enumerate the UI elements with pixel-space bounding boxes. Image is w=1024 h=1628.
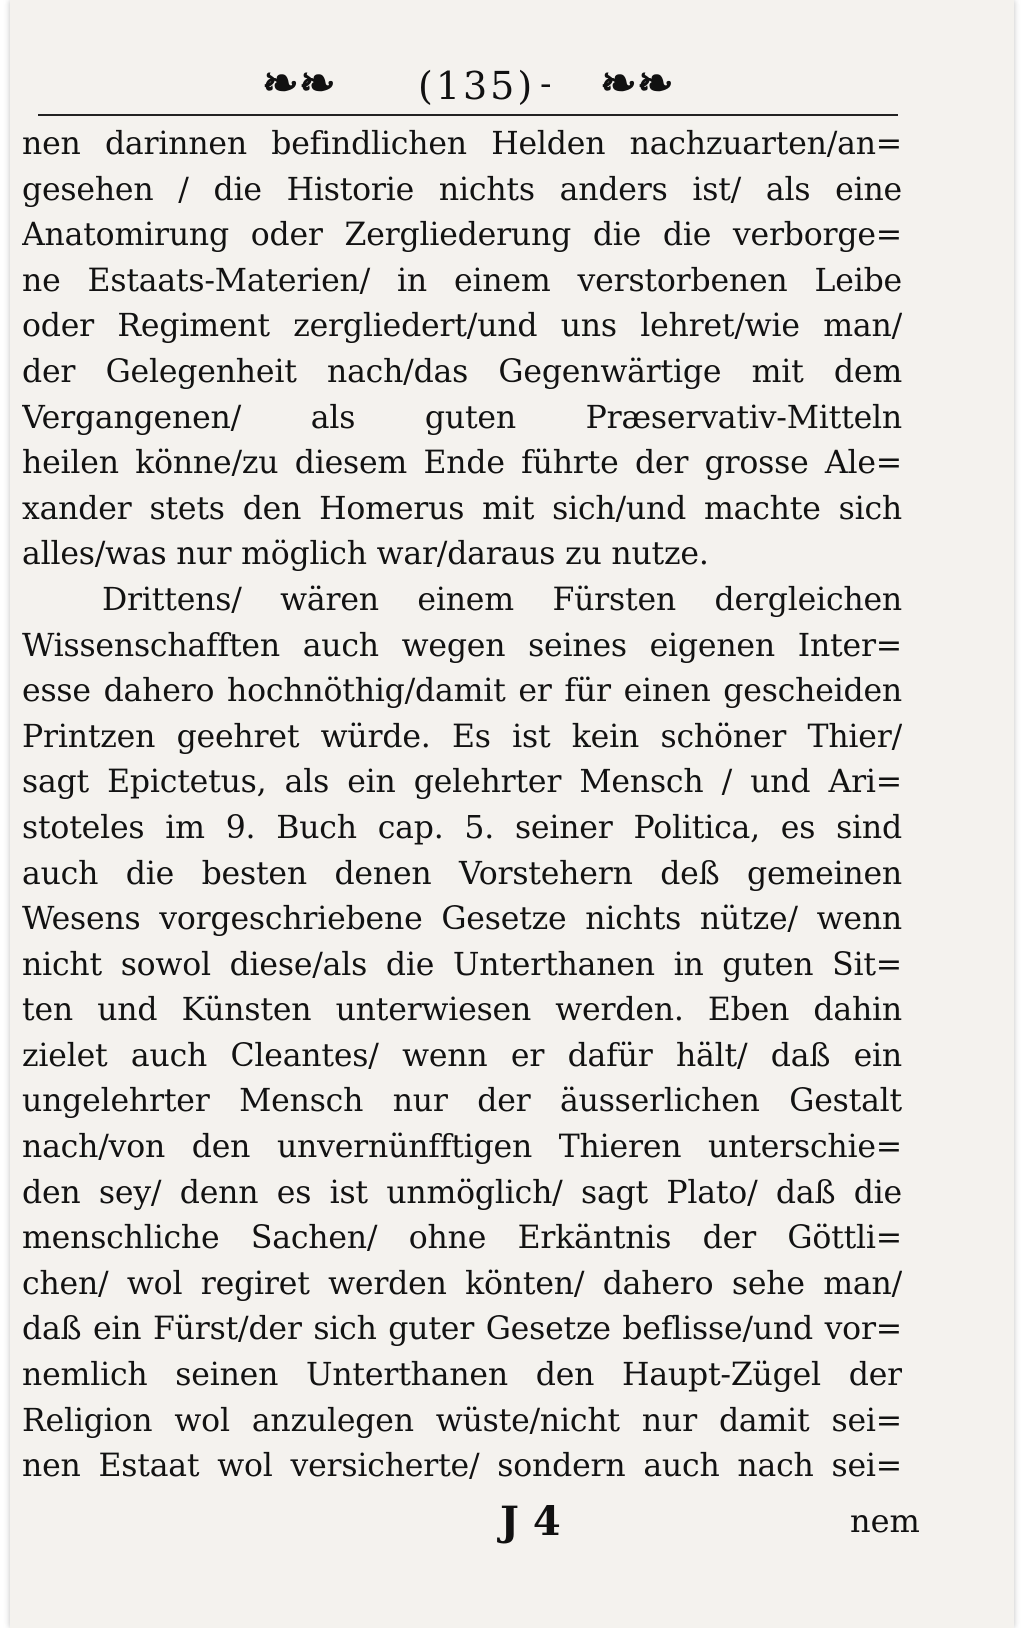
text-line: gesehen / die Historie nichts anders ist/ als eine [22, 171, 902, 208]
text-line: Wesens vorgeschriebene Gesetze nichts nütze/ wenn [22, 901, 902, 938]
body-text [22, 122, 902, 1490]
page-header [40, 44, 910, 109]
text-line: nicht sowol diese/als die Unterthanen in guten Sit= [22, 946, 902, 983]
text-line: xander stets den Homerus mit sich/und machte sich [22, 490, 902, 527]
catchword: nem [850, 1502, 920, 1540]
text-line: zielet auch Cleantes/ wenn er dafür hält/ daß ein [22, 1037, 902, 1074]
left-ornament-icon: ❧❧ [262, 58, 336, 109]
page-footer [40, 1498, 920, 1558]
text-line: Religion wol anzulegen wüste/nicht nur damit sei= [22, 1402, 902, 1439]
text-line: nemlich seinen Unterthanen den Haupt-Zügel der [22, 1357, 902, 1394]
text-line: chen/ wol regiret werden könten/ dahero sehe man/ [22, 1265, 902, 1302]
signature-mark: J 4 [500, 1498, 561, 1545]
text-line: nen darinnen befindlichen Helden nachzuarten/an= [22, 126, 902, 162]
header-dash: - [540, 64, 552, 104]
book-page [10, 0, 1014, 1628]
text-line: esse dahero hochnöthig/damit er für einen gescheiden [22, 673, 902, 710]
text-line: der Gelegenheit nach/das Gegenwärtige mit dem [22, 353, 902, 390]
text-line: Anatomirung oder Zergliederung die die verborge= [22, 217, 902, 254]
right-ornament-icon: ❧❧ [600, 58, 674, 109]
text-line: sagt Epictetus, als ein gelehrter Mensch / und Ari= [22, 764, 902, 801]
text-line: Drittens/ wären einem Fürsten dergleichen [102, 581, 902, 618]
text-line: Wissenschafften auch wegen seines eigenen Inter= [22, 627, 902, 664]
page-number: (135) [418, 64, 536, 108]
text-line: menschliche Sachen/ ohne Erkäntnis der Göttli= [22, 1220, 902, 1257]
text-line: nen Estaat wol versicherte/ sondern auch nach sei= [22, 1448, 902, 1485]
text-line: den sey/ denn es ist unmöglich/ sagt Plato/ daß die [22, 1174, 902, 1211]
text-line: heilen könne/zu diesem Ende führte der grosse Ale= [22, 445, 902, 482]
text-line: oder Regiment zergliedert/und uns lehret/wie man/ [22, 308, 902, 345]
text-line: daß ein Fürst/der sich guter Gesetze beflisse/und vor= [22, 1311, 902, 1348]
text-line: nach/von den unvernünfftigen Thieren unterschie= [22, 1129, 902, 1166]
header-rule [38, 114, 898, 116]
text-line: stoteles im 9. Buch cap. 5. seiner Politica, es sind [22, 809, 902, 846]
text-line: auch die besten denen Vorstehern deß gemeinen [22, 855, 902, 892]
text-line: Vergangenen/ als guten Præservativ-Mitteln [22, 399, 902, 436]
text-line: ungelehrter Mensch nur der äusserlichen Gestalt [22, 1083, 902, 1120]
text-line: alles/was nur möglich war/daraus zu nutze. [22, 536, 709, 573]
text-line: ne Estaats-Materien/ in einem verstorbenen Leibe [22, 262, 902, 299]
text-line: ten und Künsten unterwiesen werden. Eben dahin [22, 992, 902, 1029]
text-line: Printzen geehret würde. Es ist kein schöner Thier/ [22, 718, 902, 755]
